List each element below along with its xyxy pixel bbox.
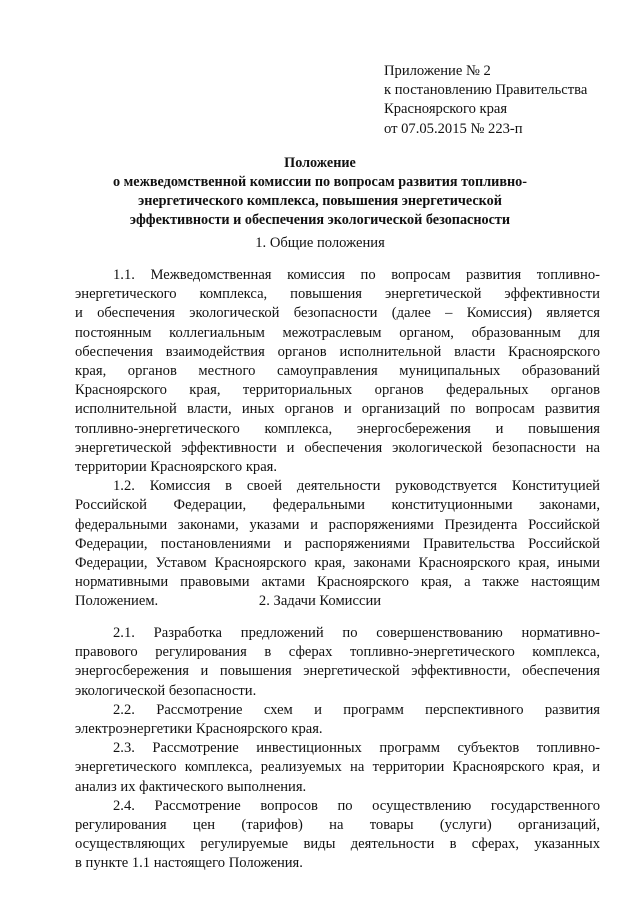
appendix-line: от 07.05.2015 № 223-п	[384, 120, 523, 137]
paragraph-line: энергетического комплекса, реализуемых на территории Красноярского края, и	[75, 759, 600, 776]
paragraph	[75, 797, 600, 874]
paragraph-line: и обеспечения экологической безопасности (далее – Комиссия) является	[75, 305, 600, 322]
paragraph-line: территории Красноярского края.	[75, 459, 278, 476]
appendix-line: Приложение № 2	[384, 63, 491, 79]
paragraph-line: 1.1. Межведомственная комиссия по вопросам развития топливно-	[113, 267, 600, 283]
paragraph-line: 2.2. Рассмотрение схем и программ перспективного развития	[113, 701, 600, 718]
paragraph-line: регулирования цен (тарифов) на товары (услуги) организаций,	[75, 817, 600, 834]
title-line: энергетического комплекса, повышения энергетической	[138, 193, 502, 209]
paragraph-line: 1.2. Комиссия в своей деятельности руководствуется Конституцией	[113, 478, 600, 495]
paragraph-line: энергетического комплекса, повышения энергетической эффективности	[75, 286, 600, 303]
document-title	[0, 154, 640, 230]
paragraph-line: исполнительной власти, иных органов и организаций по вопросам развития	[75, 401, 600, 418]
paragraph-line: Федерации, Уставом Красноярского края, законами Красноярского края, иными	[75, 555, 600, 572]
paragraph	[75, 739, 600, 797]
title-line: о межведомственной комиссии по вопросам развития топливно-	[113, 174, 527, 190]
paragraph	[75, 266, 600, 477]
paragraph	[75, 624, 600, 701]
paragraph-line: экологической безопасности.	[75, 682, 257, 699]
paragraph-line: обеспечения взаимодействия органов исполнительной власти Красноярского	[75, 343, 600, 360]
section-heading-tasks: 2. Задачи Комиссии	[258, 593, 382, 609]
paragraph-line: Положением.	[75, 593, 159, 610]
paragraph-line: нормативными правовыми актами Красноярского края, а также настоящим	[75, 574, 600, 591]
paragraph-line: топливно-энергетического комплекса, энергосбережения и повышения	[75, 420, 600, 437]
paragraph-line: края, органов местного самоуправления муниципальных образований	[75, 363, 600, 380]
paragraph-line: 2.4. Рассмотрение вопросов по осуществлению государственного	[113, 797, 600, 814]
paragraph-line: постоянным коллегиальным межотраслевым органом, образованным для	[75, 324, 600, 341]
paragraph-line: федеральными законами, указами и распоряжениями Президента Российской	[75, 516, 600, 533]
paragraph-line: 2.1. Разработка предложений по совершенствованию нормативно-	[113, 625, 600, 641]
paragraph-line: Федерации, постановлениями и распоряжениями Правительства Российской	[75, 535, 600, 552]
paragraph-line: электроэнергетики Красноярского края.	[75, 721, 323, 738]
paragraph-line: энергетической эффективности и обеспечения экологической безопасности на	[75, 439, 600, 456]
appendix-header	[384, 62, 587, 139]
paragraph-line: в пункте 1.1 настоящего Положения.	[75, 855, 303, 872]
section-heading-general: 1. Общие положения	[255, 235, 385, 251]
paragraph-line: Российской Федерации, федеральными конституционными законами,	[75, 497, 600, 514]
paragraph-line: осуществляющих регулируемые виды деятельности в сферах, указанных	[75, 836, 600, 853]
paragraph-line: анализ их фактического выполнения.	[75, 778, 307, 795]
title-line: Положение	[284, 155, 356, 171]
paragraph	[75, 701, 600, 739]
title-line: эффективности и обеспечения экологической безопасности	[129, 212, 511, 228]
paragraph-line: Красноярского края, территориальных органов федеральных органов	[75, 382, 600, 399]
paragraph-line: 2.3. Рассмотрение инвестиционных программ субъектов топливно-	[113, 740, 600, 757]
paragraph-line: энергосбережения и повышения энергетической эффективности, обеспечения	[75, 663, 600, 680]
section-body-general	[75, 266, 600, 612]
appendix-line: к постановлению Правительства	[384, 82, 588, 99]
appendix-line: Красноярского края	[384, 101, 508, 118]
section-body-tasks	[75, 624, 600, 874]
paragraph-line: правового регулирования в сферах топливно-энергетического комплекса,	[75, 644, 600, 661]
